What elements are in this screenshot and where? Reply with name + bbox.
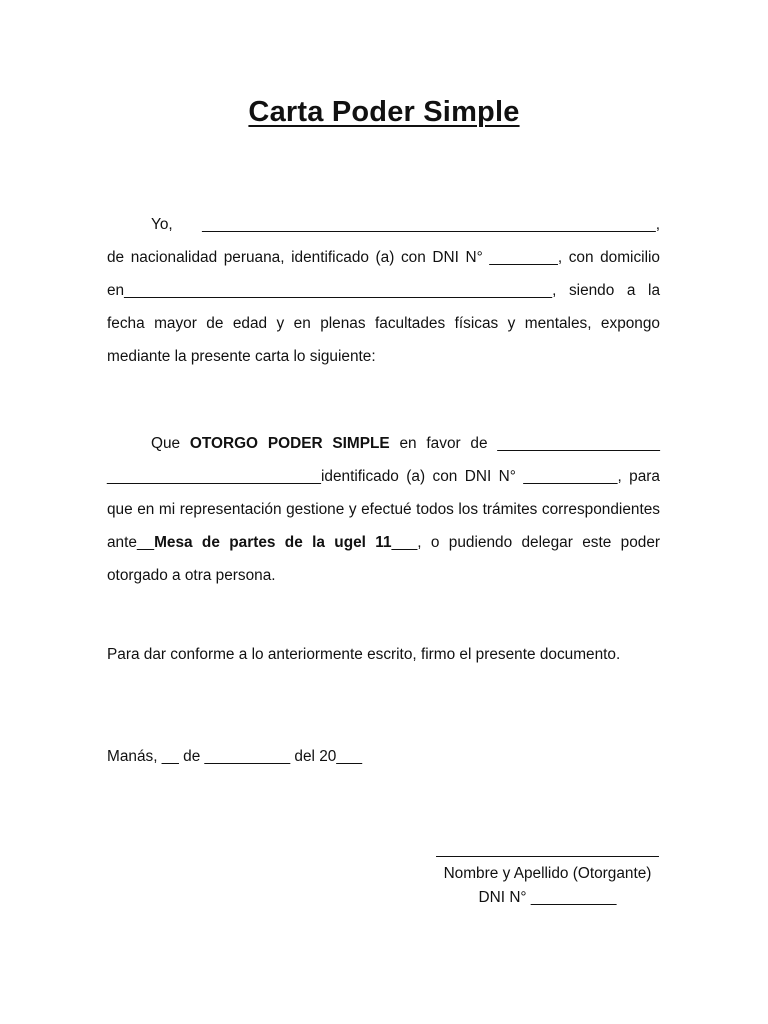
document-title: Carta Poder Simple <box>248 96 520 128</box>
signature-dni-label: DNI N° __________ <box>478 889 617 906</box>
signature-line: __________________________ <box>436 841 659 858</box>
grant-suffix: ___, o pudiendo delegar este poder otorgado a otra persona. <box>107 534 661 584</box>
signature-block <box>420 838 675 910</box>
grant-middle-text: en favor de ___________________ _________________________identificado (a) con DNI N° ___________, para que en mi representación gestione y efectué todos los trámites correspondientes ante__ <box>107 435 660 551</box>
paragraph-declarant-text: _____________________________________________________, de nacionalidad peruana, identificado (a) con DNI N° ________, con domicilio en__________________________________________________, siendo a la fecha mayor de edad y en plenas facultades físicas y mentales, expongo mediante la presente carta lo siguiente: <box>107 216 660 365</box>
paragraph-conformity: Para dar conforme a lo anteriormente escrito, firmo el presente documento. <box>107 646 621 663</box>
date-line: Manás, __ de __________ del 20___ <box>107 748 363 765</box>
grant-bold-statement: OTORGO PODER SIMPLE <box>189 435 390 452</box>
grant-prefix: Que <box>151 435 181 452</box>
signature-name-label: Nombre y Apellido (Otorgante) <box>443 865 652 882</box>
grant-bold-office: Mesa de partes de la ugel 11 <box>154 534 392 551</box>
paragraph-declarant <box>107 208 660 373</box>
paragraph-grant <box>107 427 660 592</box>
paragraph-intro: Yo, <box>151 216 173 233</box>
